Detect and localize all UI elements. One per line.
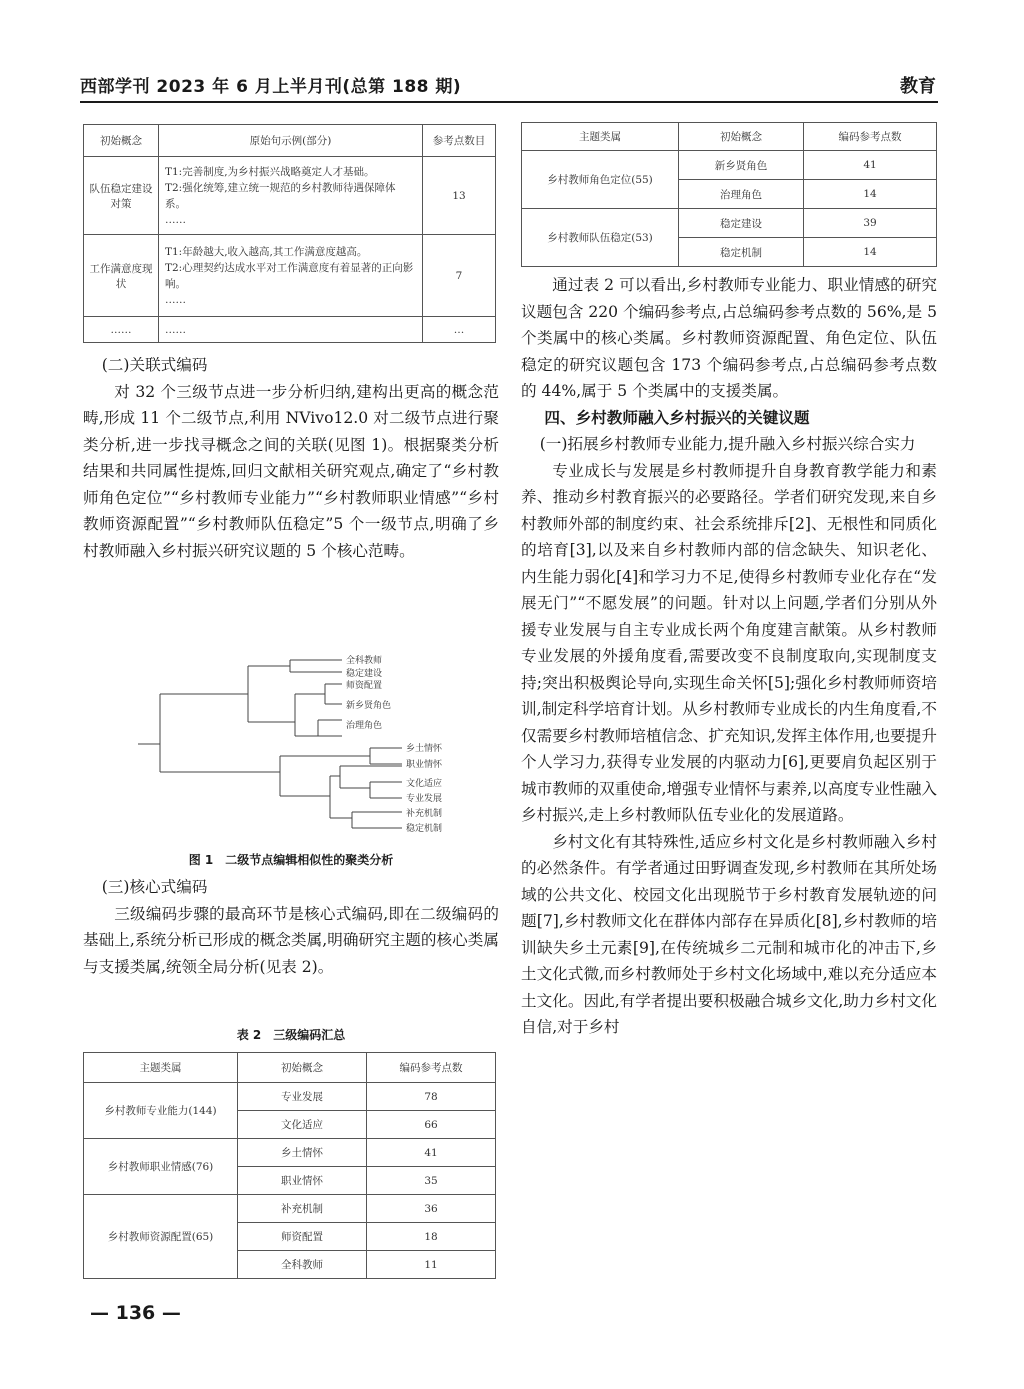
example-line: T2:强化统筹,建立统一规范的乡村教师待遇保障体系。: [165, 181, 396, 210]
concept-cell: ……: [84, 317, 159, 343]
concept-cell: 文化适应: [238, 1111, 367, 1139]
dendrogram-leaf-label: 稳定建设: [346, 669, 383, 679]
count-cell: …: [423, 317, 496, 343]
table-row: [84, 157, 496, 235]
concept-cell: 补充机制: [238, 1195, 367, 1223]
concept-cell: 专业发展: [238, 1083, 367, 1111]
count-cell: 7: [423, 235, 496, 317]
concept-cell: 师资配置: [238, 1223, 367, 1251]
concept-cell: 治理角色: [679, 180, 804, 209]
table-row: [84, 1195, 496, 1223]
table-header: 编码参考点数: [367, 1053, 496, 1083]
dendrogram-leaf-label: 师资配置: [346, 681, 383, 691]
example-line: ……: [165, 293, 186, 306]
example-line: T1:年龄越大,收入越高,其工作满意度越高。: [165, 245, 368, 258]
table-row: [84, 317, 496, 343]
concept-cell: 稳定机制: [679, 238, 804, 267]
dendrogram-leaf-label: 稳定机制: [406, 824, 443, 834]
table-header: 主题类属: [84, 1053, 238, 1083]
dendrogram-leaf-label: 专业发展: [406, 794, 443, 804]
count-cell: 78: [367, 1083, 496, 1111]
example-cell: [159, 157, 423, 235]
table-2: [83, 1052, 496, 1279]
cluster-dendrogram: [130, 648, 460, 846]
count-cell: 66: [367, 1111, 496, 1139]
example-line: T2:心理契约达成水平对工作满意度有着显著的正向影响。: [165, 261, 414, 290]
concept-cell: 乡土情怀: [238, 1139, 367, 1167]
table-1-excerpt: [83, 124, 496, 343]
left-text-block-1: [83, 352, 499, 564]
concept-cell: 队伍稳定建设对策: [84, 157, 159, 235]
count-cell: 13: [423, 157, 496, 235]
table-header: 初始概念: [84, 125, 159, 157]
journal-header: 西部学刊 2023 年 6 月上半月刊(总第 188 期): [80, 77, 462, 97]
table-2-continued: [521, 122, 937, 267]
paragraph: 通过表 2 可以看出,乡村教师专业能力、职业情感的研究议题包含 220 个编码参考点,占总编码参考点数的 56%,是 5 个类属中的核心类属。乡村教师资源配置、角色定位、队伍稳定的研究议题包含 173 个编码参考点,占总编码参考点数的 44%,属于 5 个类属中的支援类属。: [521, 276, 937, 400]
example-cell: ……: [159, 317, 423, 343]
table-row: [84, 235, 496, 317]
table-header: 参考点数目: [423, 125, 496, 157]
table-header: 初始概念: [679, 123, 804, 151]
table-row: [84, 1083, 496, 1111]
count-cell: 14: [804, 238, 937, 267]
figure-caption: 图 1 二级节点编辑相似性的聚类分析: [188, 853, 394, 867]
dendrogram-leaf-label: 治理角色: [346, 721, 383, 731]
paragraph: 三级编码步骤的最高环节是核心式编码,即在二级编码的基础上,系统分析已形成的概念类属,明确研究主题的核心类属与支援类属,统领全局分析(见表 2)。: [83, 904, 499, 976]
dendrogram-leaf-label: 职业情怀: [406, 760, 443, 770]
paragraph: 对 32 个三级节点进一步分析归纳,建构出更高的概念范畴,形成 11 个二级节点,利用 NVivo12.0 对二级节点进行聚类分析,进一步找寻概念之间的关联(见图 1)。根据聚类分析结果和共同属性提炼,回归文献相关研究观点,确定了“乡村教师角色定位”“乡村教师专业能力”“乡村教师职业情感”“乡村教师资源配置”“乡村教师队伍稳定”5 个一级节点,明确了乡村教师融入乡村振兴研究议题的 5 个核心范畴。: [83, 382, 499, 560]
count-cell: 36: [367, 1195, 496, 1223]
table-row: [84, 1139, 496, 1167]
table-row: [522, 151, 937, 180]
dendrogram-leaf-label: 新乡贤角色: [346, 701, 392, 711]
table-caption: 表 2 三级编码汇总: [236, 1028, 346, 1042]
count-cell: 11: [367, 1251, 496, 1279]
table-row: [522, 209, 937, 238]
concept-cell: 职业情怀: [238, 1167, 367, 1195]
dendrogram-leaf-label: 全科教师: [346, 656, 383, 666]
paragraph: 专业成长与发展是乡村教师提升自身教育教学能力和素养、推动乡村教育振兴的必要路径。学者们研究发现,来自乡村教师外部的制度约束、社会系统排斥[2]、无根性和同质化的培育[3],以及来自乡村教师内部的信念缺失、知识老化、内生能力弱化[4]和学习力不足,使得乡村教师专业化存在“发展无门”“不愿发展”的问题。针对以上问题,学者们分别从外援专业发展与自主专业成长两个角度建言献策。从乡村教师专业发展的外援角度看,需要改变不良制度取向,实现制度支持;突出积极舆论导向,实现生命关怀[5];强化乡村教师师资培训,制定科学培育计划。从乡村教师专业成长的内生角度看,不仅需要乡村教师培植信念、扩充知识,发挥主体作用,也要提升个人学习力,获得专业发展的内驱动力[6],更要肩负起区别于城市教师的双重使命,增强专业情怀与素养,以高度专业性融入乡村振兴,走上乡村教师队伍专业化的发展道路。: [521, 461, 937, 824]
left-text-block-2: [83, 874, 499, 980]
table-header: 主题类属: [522, 123, 679, 151]
count-cell: 41: [367, 1139, 496, 1167]
subsection-heading: (三)核心式编码: [101, 878, 208, 896]
concept-cell: 新乡贤角色: [679, 151, 804, 180]
example-cell: [159, 235, 423, 317]
header-rule: [80, 101, 938, 103]
concept-cell: 工作满意度现状: [84, 235, 159, 317]
theme-cell: 乡村教师专业能力(144): [84, 1083, 238, 1139]
count-cell: 41: [804, 151, 937, 180]
subsection-heading: (二)关联式编码: [101, 356, 208, 374]
count-cell: 14: [804, 180, 937, 209]
theme-cell: 乡村教师职业情感(76): [84, 1139, 238, 1195]
paragraph: 乡村文化有其特殊性,适应乡村文化是乡村教师融入乡村的必然条件。有学者通过田野调查发现,乡村教师在其所处场域的公共文化、校园文化出现脱节于乡村教育发展轨迹的问题[7],乡村教师文化在群体内部存在异质化[8],乡村教师的培训缺失乡土元素[9],在传统城乡二元制和城市化的冲击下,乡土文化式微,而乡村教师处于乡村文化场域中,难以充分适应本土文化。因此,有学者提出要积极融合城乡文化,助力乡村文化自信,对于乡村: [521, 832, 937, 1036]
subsection-heading: (一)拓展乡村教师专业能力,提升融入乡村振兴综合实力: [539, 435, 916, 453]
theme-cell: 乡村教师角色定位(55): [522, 151, 679, 209]
dendrogram-leaf-label: 补充机制: [406, 809, 443, 819]
theme-cell: 乡村教师资源配置(65): [84, 1195, 238, 1279]
count-cell: 18: [367, 1223, 496, 1251]
concept-cell: 稳定建设: [679, 209, 804, 238]
right-text-block: [521, 272, 937, 1041]
concept-cell: 全科教师: [238, 1251, 367, 1279]
dendrogram-leaf-label: 乡土情怀: [406, 744, 443, 754]
table-header: 编码参考点数: [804, 123, 937, 151]
example-line: ……: [165, 213, 186, 226]
section-heading: 四、乡村教师融入乡村振兴的关键议题: [544, 408, 810, 427]
table-header: 原始句示例(部分): [159, 125, 423, 157]
section-title: 教育: [900, 76, 936, 97]
count-cell: 39: [804, 209, 937, 238]
table-header: 初始概念: [238, 1053, 367, 1083]
theme-cell: 乡村教师队伍稳定(53): [522, 209, 679, 267]
dendrogram-leaf-label: 文化适应: [406, 779, 443, 789]
count-cell: 35: [367, 1167, 496, 1195]
example-line: T1:完善制度,为乡村振兴战略奠定人才基础。: [165, 165, 375, 178]
page-number: — 136 —: [90, 1302, 181, 1324]
